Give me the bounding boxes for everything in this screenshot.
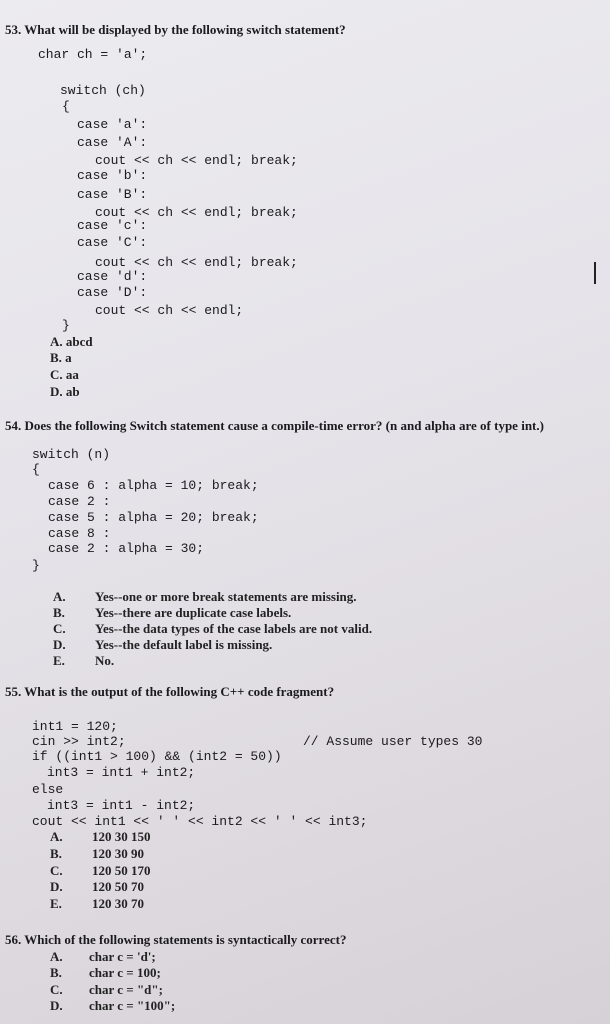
code-line: } — [32, 558, 40, 573]
option-letter: C. — [53, 621, 66, 636]
option-text: char c = "100"; — [89, 998, 176, 1013]
option-letter: A. — [53, 589, 66, 604]
question-54-title: 54. Does the following Switch statement cause a compile-time error? (n and alpha are of type int.) — [5, 418, 544, 433]
code-line: case 'A': — [77, 135, 148, 150]
question-53-title: 53. What will be displayed by the following switch statement? — [5, 22, 346, 37]
code-line: if ((int1 > 100) && (int2 = 50)) — [32, 749, 282, 764]
code-line: cout << ch << endl; break; — [95, 153, 298, 168]
code-line: case 2 : alpha = 30; — [48, 541, 205, 556]
option-c: C. aa — [50, 367, 79, 382]
text-cursor — [594, 262, 596, 284]
code-line: cout << int1 << ' ' << int2 << ' ' << int3; — [32, 814, 368, 829]
code-line: case 'd': — [77, 269, 148, 284]
code-line: case 'C': — [77, 235, 148, 250]
option-letter: E. — [50, 896, 62, 911]
question-56-title: 56. Which of the following statements is syntactically correct? — [5, 932, 347, 947]
code-line: { — [32, 462, 40, 477]
option-text: char c = 'd'; — [89, 949, 156, 964]
option-letter: B. — [53, 605, 65, 620]
code-line: int1 = 120; — [32, 719, 118, 734]
option-text: char c = "d"; — [89, 982, 163, 997]
code-line: switch (ch) — [60, 83, 146, 98]
option-text: char c = 100; — [89, 965, 161, 980]
option-text: 120 30 90 — [92, 846, 144, 861]
option-text: No. — [95, 653, 115, 668]
code-line: cout << ch << endl; — [95, 303, 244, 318]
code-line: case 'b': — [77, 168, 148, 183]
option-b: B. a — [50, 350, 72, 365]
option-a: A. abcd — [50, 334, 93, 349]
code-line: { — [62, 99, 70, 114]
code-line: cin >> int2; — [32, 734, 126, 749]
code-comment: // Assume user types 30 — [303, 734, 483, 749]
code-line: case 'c': — [77, 218, 148, 233]
option-letter: D. — [53, 637, 66, 652]
code-line: int3 = int1 + int2; — [47, 765, 196, 780]
option-text: Yes--the default label is missing. — [95, 637, 273, 652]
option-text: 120 30 70 — [92, 896, 144, 911]
code-line: else — [32, 782, 64, 797]
option-text: Yes--one or more break statements are missing. — [95, 589, 357, 604]
code-line: case 'a': — [77, 117, 148, 132]
option-letter: B. — [50, 965, 62, 980]
code-line: case 2 : — [48, 494, 111, 509]
question-55-title: 55. What is the output of the following C++ code fragment? — [5, 684, 335, 699]
option-letter: E. — [53, 653, 65, 668]
code-line: switch (n) — [32, 447, 111, 462]
option-text: Yes--the data types of the case labels are not valid. — [95, 621, 373, 636]
code-line: case 8 : — [48, 526, 111, 541]
option-d: D. ab — [50, 384, 80, 399]
option-letter: C. — [50, 863, 63, 878]
code-line: char ch = 'a'; — [38, 47, 148, 62]
code-line: case 'D': — [77, 285, 148, 300]
code-line: cout << ch << endl; break; — [95, 205, 298, 220]
option-letter: C. — [50, 982, 63, 997]
code-line: int3 = int1 - int2; — [47, 798, 196, 813]
code-line: case 'B': — [77, 187, 148, 202]
option-text: 120 50 170 — [92, 863, 151, 878]
option-text: Yes--there are duplicate case labels. — [95, 605, 292, 620]
code-line: case 6 : alpha = 10; break; — [48, 478, 259, 493]
option-text: 120 30 150 — [92, 829, 151, 844]
code-line: cout << ch << endl; break; — [95, 255, 298, 270]
code-line: case 5 : alpha = 20; break; — [48, 510, 259, 525]
option-letter: A. — [50, 949, 63, 964]
option-text: 120 50 70 — [92, 879, 144, 894]
option-letter: A. — [50, 829, 63, 844]
code-line: } — [62, 318, 70, 333]
option-letter: D. — [50, 998, 63, 1013]
option-letter: D. — [50, 879, 63, 894]
option-letter: B. — [50, 846, 62, 861]
